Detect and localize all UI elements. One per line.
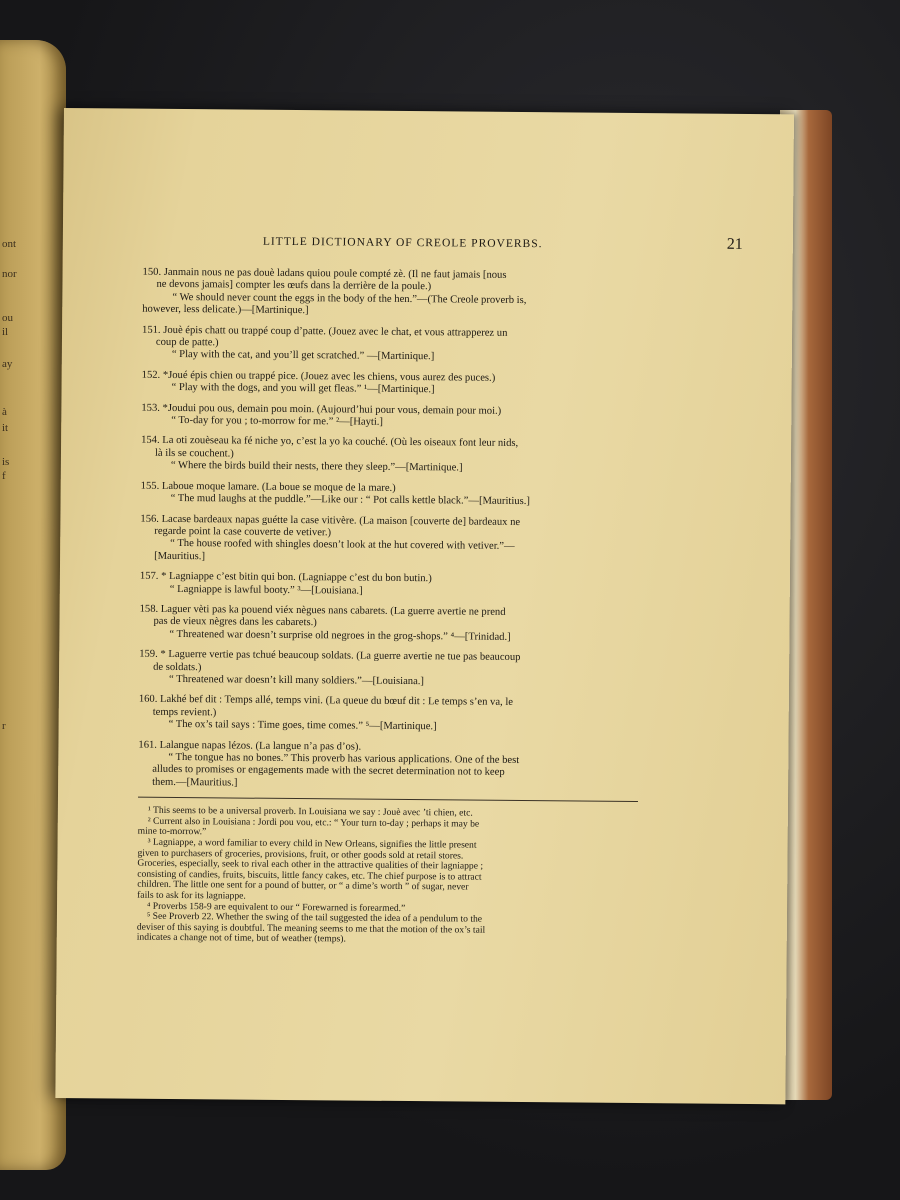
footnote-line: ⁵ See Proverb 22. Whether the swing of the tail suggested the idea of a pendulum to the <box>146 910 483 925</box>
proverb-line: them.—[Mauritius.] <box>152 776 238 789</box>
footnote-line: consisting of candies, fruits, biscuits, little fancy cakes, etc. The chief purpose is to attract <box>137 868 482 883</box>
left-page-fragment: ay <box>2 358 13 370</box>
proverb-entry-150 <box>142 267 742 322</box>
running-head: LITTLE DICTIONARY OF CREOLE PROVERBS. <box>262 235 543 251</box>
proverb-translation: “ Threatened war doesn’t kill many soldiers.”—[Louisiana.] <box>168 673 425 688</box>
proverb-line: pas de vieux nègres dans les cabarets.) <box>153 616 317 629</box>
book-page <box>55 108 794 1104</box>
page-content <box>137 231 743 949</box>
footnote-line: fails to ask for its lagniappe. <box>137 889 246 902</box>
left-page-fragment: à <box>2 406 7 418</box>
proverb-line: alludes to promises or engagements made with the secret determination not to keep <box>152 764 505 779</box>
page-number: 21 <box>726 235 743 253</box>
proverb-line: [Mauritius.] <box>154 550 206 562</box>
proverb-line: 155. Laboue moque lamare. (La boue se moque de la mare.) <box>140 480 396 494</box>
proverb-entry-151 <box>142 324 742 366</box>
footnote-line: mine to-morrow.” <box>137 826 207 838</box>
proverb-line: 156. Lacase bardeaux napas guétte la case vitivère. (La maison [couverte de] bardeaux ne <box>140 513 521 528</box>
proverb-entry-161 <box>138 739 738 794</box>
proverb-line: 160. Lakhé bef dit : Temps allé, temps vini. (La queue du bœuf dit : Le temps s’en va, le <box>138 694 514 709</box>
proverb-line: ne devons jamais] compter les œufs dans la derrière de la poule.) <box>156 279 432 293</box>
page-header <box>143 231 743 254</box>
footnote-line: deviser of this saying is doubtful. The meaning seems to me that the motion of the ox’s tail <box>136 921 486 936</box>
proverb-translation: “ The tongue has no bones.” This proverb has various applications. One of the best <box>168 751 520 766</box>
footnote-line: given to purchasers of groceries, provisions, fruit, or other goods sold at retail stores. <box>137 847 464 862</box>
proverb-line: 157. * Lagniappe c’est bitin qui bon. (Lagniappe c’est du bon butin.) <box>139 570 432 585</box>
proverb-line: 153. *Joudui pou ous, demain pou moin. (Aujourd’hui pour vous, demain pour moi.) <box>141 402 502 417</box>
proverb-line: 154. La oti zouèseau ka fé niche yo, c’est la yo ka couché. (Où les oiseaux font leur nids, <box>141 435 519 450</box>
proverb-line: de soldats.) <box>153 661 202 673</box>
proverb-entry-160 <box>139 694 739 736</box>
proverb-translation: “ Play with the cat, and you’ll get scratched.” —[Martinique.] <box>171 349 435 363</box>
proverb-line: coup de patte.) <box>155 336 219 349</box>
proverb-entry-157 <box>140 571 740 601</box>
proverb-translation: “ We should never count the eggs in the body of the hen.”—(The Creole proverb is, <box>172 291 527 306</box>
proverb-translation: “ Lagniappe is lawful booty.” ³—[Louisiana.] <box>169 583 363 597</box>
left-page-fragment: f <box>2 470 6 482</box>
footnote-line: Groceries, especially, seek to rival each other in the attractive qualities of their lagniappe ; <box>137 857 484 872</box>
footnote-line: ³ Lagniappe, a word familiar to every child in New Orleans, signifies the little present <box>147 836 477 851</box>
proverb-line: 158. Laguer vèti pas ka pouend viéx nègues nans cabarets. (La guerre avertie ne prend <box>139 603 506 618</box>
proverb-translation: “ The ox’s tail says : Time goes, time comes.” ⁵—[Martinique.] <box>168 719 437 733</box>
left-page-fragment: is <box>2 456 10 468</box>
proverb-line: temps revient.) <box>152 706 217 719</box>
proverb-entry-153 <box>141 402 741 432</box>
proverb-translation: “ The house roofed with shingles doesn’t look at the hut covered with vetiver.”— <box>170 538 515 553</box>
proverb-entry-159 <box>139 649 739 691</box>
proverb-entry-156 <box>140 513 740 568</box>
footnote-divider <box>138 797 638 802</box>
left-page-fragment: it <box>2 422 9 434</box>
footnote-line: ¹ This seems to be a universal proverb. In Louisiana we say : Jouè avec ’ti chien, etc. <box>147 804 473 819</box>
proverb-line: 159. * Laguerre vertie pas tchué beaucoup soldats. (La guerre avertie ne tue pas beaucoup <box>139 648 521 664</box>
proverb-line: 161. Lalangue napas lézos. (La langue n’a pas d’os). <box>138 739 362 753</box>
left-page-fragment: il <box>2 326 9 338</box>
left-page-fragment: nor <box>2 268 17 280</box>
left-page-fragment: r <box>2 720 6 732</box>
proverb-translation: “ The mud laughs at the puddle.”—Like our : “ Pot calls kettle black.”—[Mauritius.] <box>170 493 530 508</box>
proverb-line: regarde point la case couverte de vetiver.) <box>154 525 332 539</box>
left-page-fragment: ont <box>2 238 17 250</box>
proverb-line: là ils se couchent.) <box>154 447 234 460</box>
proverb-translation: “ Threatened war doesn’t surprise old negroes in the grog-shops.” ⁴—[Trinidad.] <box>169 628 511 643</box>
proverb-entry-158 <box>139 604 739 646</box>
proverb-line: 152. *Joué épis chien ou trappé pice. (Jouez avec les chiens, vous aurez des puces.) <box>141 369 496 384</box>
proverb-entry-152 <box>142 370 742 400</box>
proverb-translation: “ To-day for you ; to-morrow for me.” ²—[Hayti.] <box>171 415 384 428</box>
proverb-line: 151. Jouè épis chatt ou trappé coup d’patte. (Jouez avec le chat, et vous attrapperez un <box>142 324 508 339</box>
footnote-line: ² Current also in Louisiana : Jordi pou vou, etc.: “ Your turn to-day ; perhaps it may be <box>147 815 480 830</box>
proverb-line: 150. Janmain nous ne pas douè ladans quiou poule compté zè. (Il ne faut jamais [nous <box>142 266 507 281</box>
proverb-entry-155 <box>141 480 741 510</box>
footnote-line: ⁴ Proverbs 158-9 are equivalent to our “ Forewarned is forearmed.” <box>146 900 406 914</box>
left-page-fragment: ou <box>2 312 13 324</box>
footnote-line: children. The little one sent for a pound of butter, or “ a dime’s worth ” of sugar, never <box>137 879 469 893</box>
proverb-translation: “ Play with the dogs, and you will get fleas.” ¹—[Martinique.] <box>171 382 435 396</box>
proverb-entry-154 <box>141 435 741 477</box>
proverb-translation: “ Where the birds build their nests, there they sleep.”—[Martinique.] <box>170 460 463 474</box>
proverb-line: however, less delicate.)—[Martinique.] <box>142 303 309 317</box>
footnotes <box>137 806 738 949</box>
footnote-line: indicates a change not of time, but of weather (temps). <box>136 932 346 945</box>
